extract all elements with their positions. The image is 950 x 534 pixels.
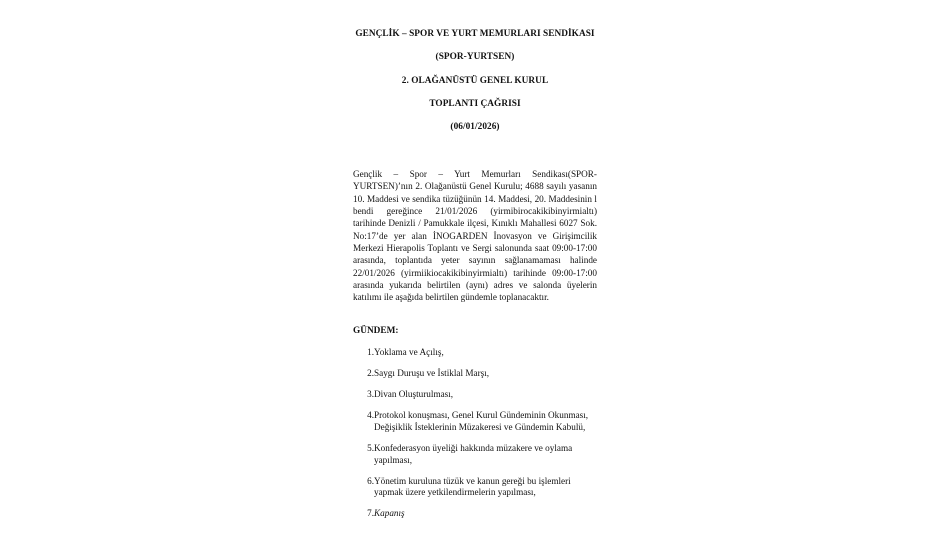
agenda-item-number: 4. — [367, 409, 374, 420]
agenda-item-text: Yoklama ve Açılış, — [374, 347, 444, 358]
agenda-item-text: Yönetim kuruluna tüzük ve kanun gereği bu işlemleri yapmak üzere yetkilendirmelerin yapılması, — [374, 475, 571, 498]
agenda-item-number: 2. — [367, 368, 374, 379]
agenda-item-number: 3. — [367, 389, 374, 400]
title-line-organization: GENÇLİK – SPOR VE YURT MEMURLARI SENDİKASI — [355, 29, 595, 39]
list-item — [353, 476, 597, 500]
title-line-date: (06/01/2026) — [450, 121, 500, 132]
title-line-abbreviation: (SPOR-YURTSEN) — [435, 52, 515, 63]
list-item — [353, 368, 597, 380]
agenda-item-text: Kapanış — [374, 508, 405, 519]
document-title-block — [353, 0, 597, 133]
agenda-item-number: 7. — [367, 508, 374, 519]
title-line-meeting-call: TOPLANTI ÇAĞRISI — [429, 99, 521, 110]
agenda-list — [353, 347, 597, 520]
title-line-assembly: 2. OLAĞANÜSTÜ GENEL KURUL — [401, 75, 549, 86]
agenda-item-text: Protokol konuşması, Genel Kurul Gündeminin Okunması, Değişiklik İsteklerinin Müzakeresi ve Gündemin Kabulü, — [374, 409, 589, 432]
list-item — [353, 508, 597, 520]
agenda-heading: GÜNDEM: — [353, 325, 399, 336]
agenda-item-text: Saygı Duruşu ve İstiklal Marşı, — [374, 368, 490, 379]
agenda-item-text: Konfederasyon üyeliği hakkında müzakere ve oylama yapılması, — [374, 442, 573, 465]
list-item — [353, 389, 597, 401]
list-item — [353, 443, 597, 467]
agenda-item-text: Divan Oluşturulması, — [374, 389, 454, 400]
list-item — [353, 347, 597, 359]
agenda-item-number: 1. — [367, 347, 374, 358]
document-content-column — [353, 0, 597, 520]
body-paragraph: Gençlik – Spor – Yurt Memurları Sendikası(SPOR-YURTSEN)’nın 2. Olağanüstü Genel Kurulu; 4688 sayılı yasanın 10. Maddesi ve sendika tüzüğünün 14. Maddesi, 20. Maddesinin l bendi gereğince 21/01/2026 (yirmibirocakikibinyirmialtı) tarihinde Denizli / Pamukkale ilçesi, Kınıklı Mahallesi 6027 Sok. No:17’de yer alan İNOGARDEN İnovasyon ve Girişimcilik Merkezi Hierapolis Toplantı ve Sergi salonunda saat 09:00-17:00 arasında, toplantıda yeter sayının sağlanamaması halinde 22/01/2026 (yirmiikiocakikibinyirmialtı) tarihinde 09:00-17:00 arasında yukarıda belirtilen (aynı) adres ve salonda üyelerin katılımı ile aşağıda belirtilen gündemle toplanacaktır. — [353, 169, 597, 303]
agenda-item-number: 5. — [367, 442, 374, 453]
agenda-item-number: 6. — [367, 475, 374, 486]
list-item — [353, 410, 597, 434]
